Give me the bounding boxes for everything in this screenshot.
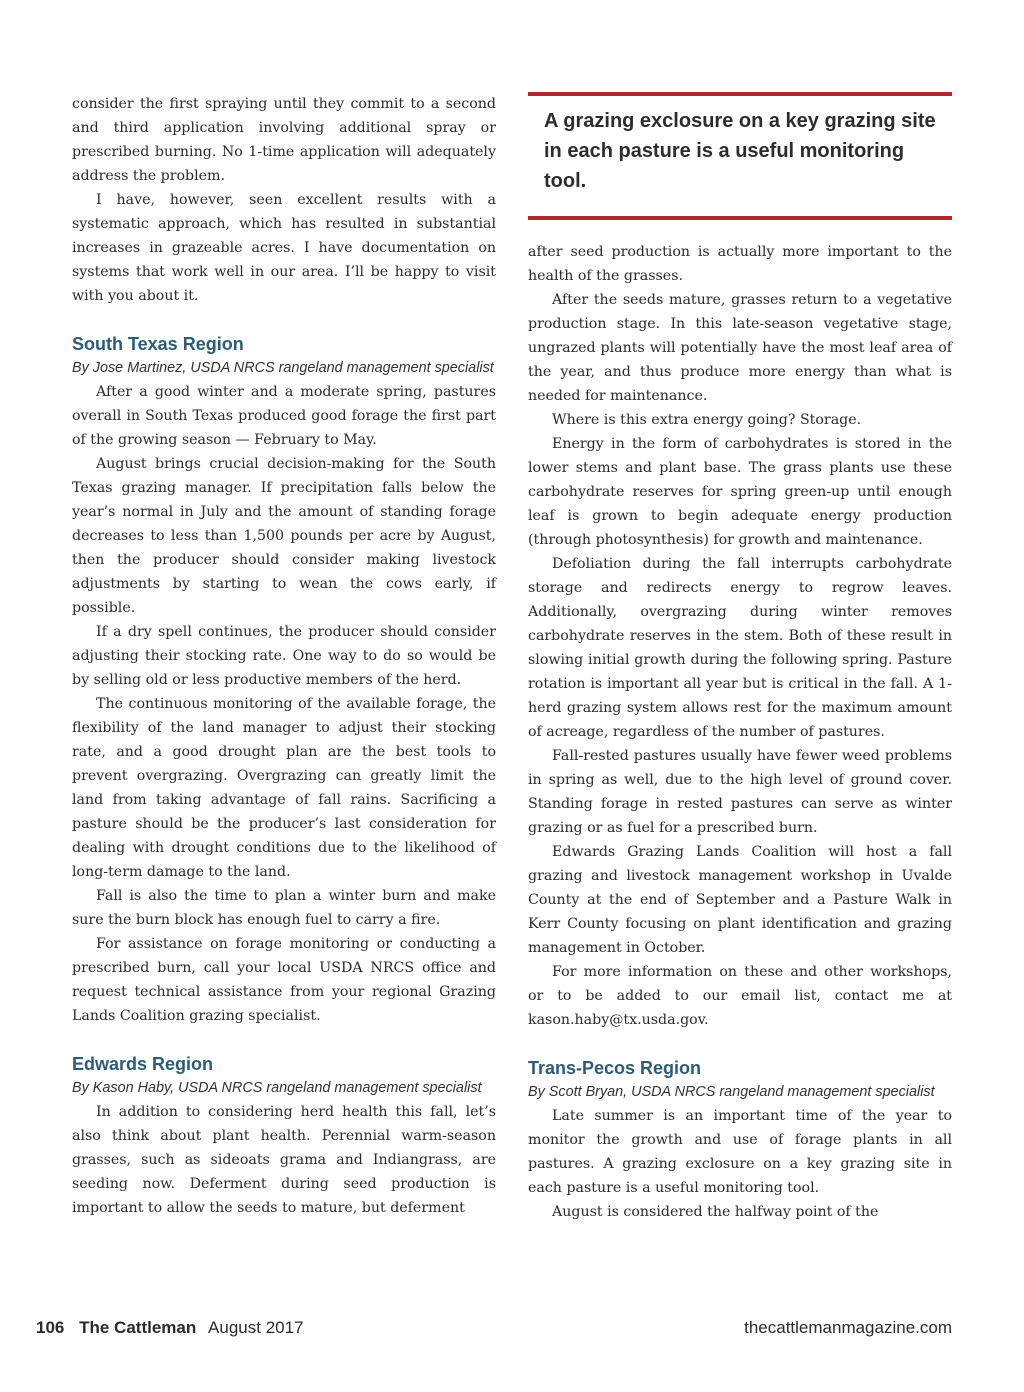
body-paragraph: consider the first spraying until they commit to a second and third application involving additional spray or prescribed burning. No 1-time application will adequately address the problem.: [72, 96, 496, 184]
footer-left: [36, 1318, 304, 1338]
right-column: [528, 92, 952, 1224]
body-paragraph: Fall is also the time to plan a winter burn and make sure the burn block has enough fuel to carry a fire.: [72, 888, 496, 928]
body-paragraph: Fall-rested pastures usually have fewer weed problems in spring as well, due to the high level of ground cover. Standing forage in rested pastures can serve as winter grazing or as fuel for a prescribed burn.: [528, 748, 952, 836]
body-paragraph: after seed production is actually more important to the health of the grasses.: [528, 244, 952, 284]
magazine-name: The Cattleman: [79, 1318, 197, 1337]
body-paragraph: Energy in the form of carbohydrates is stored in the lower stems and plant base. The grass plants use these carbohydrate reserves for spring green-up until enough leaf is grown to begin adequate energy production (through photosynthesis) for growth and maintenance.: [528, 436, 952, 548]
body-paragraph: Edwards Grazing Lands Coalition will host a fall grazing and livestock management workshop in Uvalde County at the end of September and a Pasture Walk in Kerr County focusing on plant identification and grazing management in October.: [528, 844, 952, 956]
south-texas-section: [72, 332, 496, 1028]
byline: By Kason Haby, USDA NRCS rangeland management specialist: [72, 1080, 482, 1096]
body-paragraph: Defoliation during the fall interrupts carbohydrate storage and redirects energy to regrow leaves. Additionally, overgrazing during winter removes carbohydrate reserves in the stem. Both of these result in slowing initial growth during the following spring. Pasture rotation is important all year but is critical in the fall. A 1-herd grazing system allows rest for the maximum amount of acreage, regardless of the number of pastures.: [528, 556, 952, 740]
section-heading: Trans-Pecos Region: [528, 1058, 702, 1078]
left-column: [72, 92, 496, 1220]
issue-date: August 2017: [208, 1318, 304, 1337]
body-paragraph: Where is this extra energy going? Storage.: [552, 412, 862, 428]
body-paragraph: For assistance on forage monitoring or conducting a prescribed burn, call your local USDA NRCS office and request technical assistance from your regional Grazing Lands Coalition grazing specialist.: [72, 936, 496, 1024]
pull-quote-text: A grazing exclosure on a key grazing site in each pasture is a useful monitoring tool.: [544, 110, 936, 192]
body-paragraph: For more information on these and other workshops, or to be added to our email list, contact me at kason.haby@tx.usda.gov.: [528, 964, 952, 1028]
section-heading: Edwards Region: [72, 1054, 214, 1074]
body-paragraph: August is considered the halfway point of the: [552, 1204, 879, 1220]
section-heading: South Texas Region: [72, 334, 244, 354]
body-paragraph: In addition to considering herd health this fall, let’s also think about plant health. Perennial warm-season grasses, such as sideoats grama and Indiangrass, are seeding now. Deferment during seed production is important to allow the seeds to mature, but deferment: [72, 1104, 496, 1216]
body-paragraph: August brings crucial decision-making for the South Texas grazing manager. If precipitation falls below the year’s normal in July and the amount of standing forage decreases to less than 1,500 pounds per acre by August, then the producer should consider making livestock adjustments by starting to wean the cows early, if possible.: [72, 456, 496, 616]
trans-pecos-section: [528, 1056, 952, 1224]
body-paragraph: After a good winter and a moderate spring, pastures overall in South Texas produced good forage the first part of the growing season — February to May.: [72, 384, 496, 448]
byline: By Jose Martinez, USDA NRCS rangeland management specialist: [72, 360, 494, 376]
website: thecattlemanmagazine.com: [744, 1318, 952, 1337]
body-paragraph: The continuous monitoring of the available forage, the flexibility of the land manager to adjust their stocking rate, and a good drought plan are the best tools to prevent overgrazing. Overgrazing can greatly limit the land from taking advantage of fall rains. Sacrificing a pasture should be the producer’s last consideration for dealing with drought conditions due to the likelihood of long-term damage to the land.: [72, 696, 496, 880]
pull-quote: [528, 92, 952, 220]
byline: By Scott Bryan, USDA NRCS rangeland management specialist: [528, 1084, 935, 1100]
body-paragraph: Late summer is an important time of the year to monitor the growth and use of forage plants in all pastures. A grazing exclosure on a key grazing site in each pasture is a useful monitoring tool.: [528, 1108, 952, 1196]
body-paragraph: If a dry spell continues, the producer should consider adjusting their stocking rate. One way to do so would be by selling old or less productive members of the herd.: [72, 624, 496, 688]
edwards-section: [72, 1052, 496, 1220]
body-paragraph: I have, however, seen excellent results with a systematic approach, which has resulted in substantial increases in grazeable acres. I have documentation on systems that work well in our area. I’ll be happy to visit with you about it.: [72, 192, 496, 304]
body-paragraph: After the seeds mature, grasses return to a vegetative production stage. In this late-season vegetative stage, ungrazed plants will potentially have the most leaf area of the year, and thus produce more energy than what is needed for maintenance.: [528, 292, 952, 404]
page-footer: [36, 1318, 952, 1338]
page-number: 106: [36, 1318, 65, 1337]
